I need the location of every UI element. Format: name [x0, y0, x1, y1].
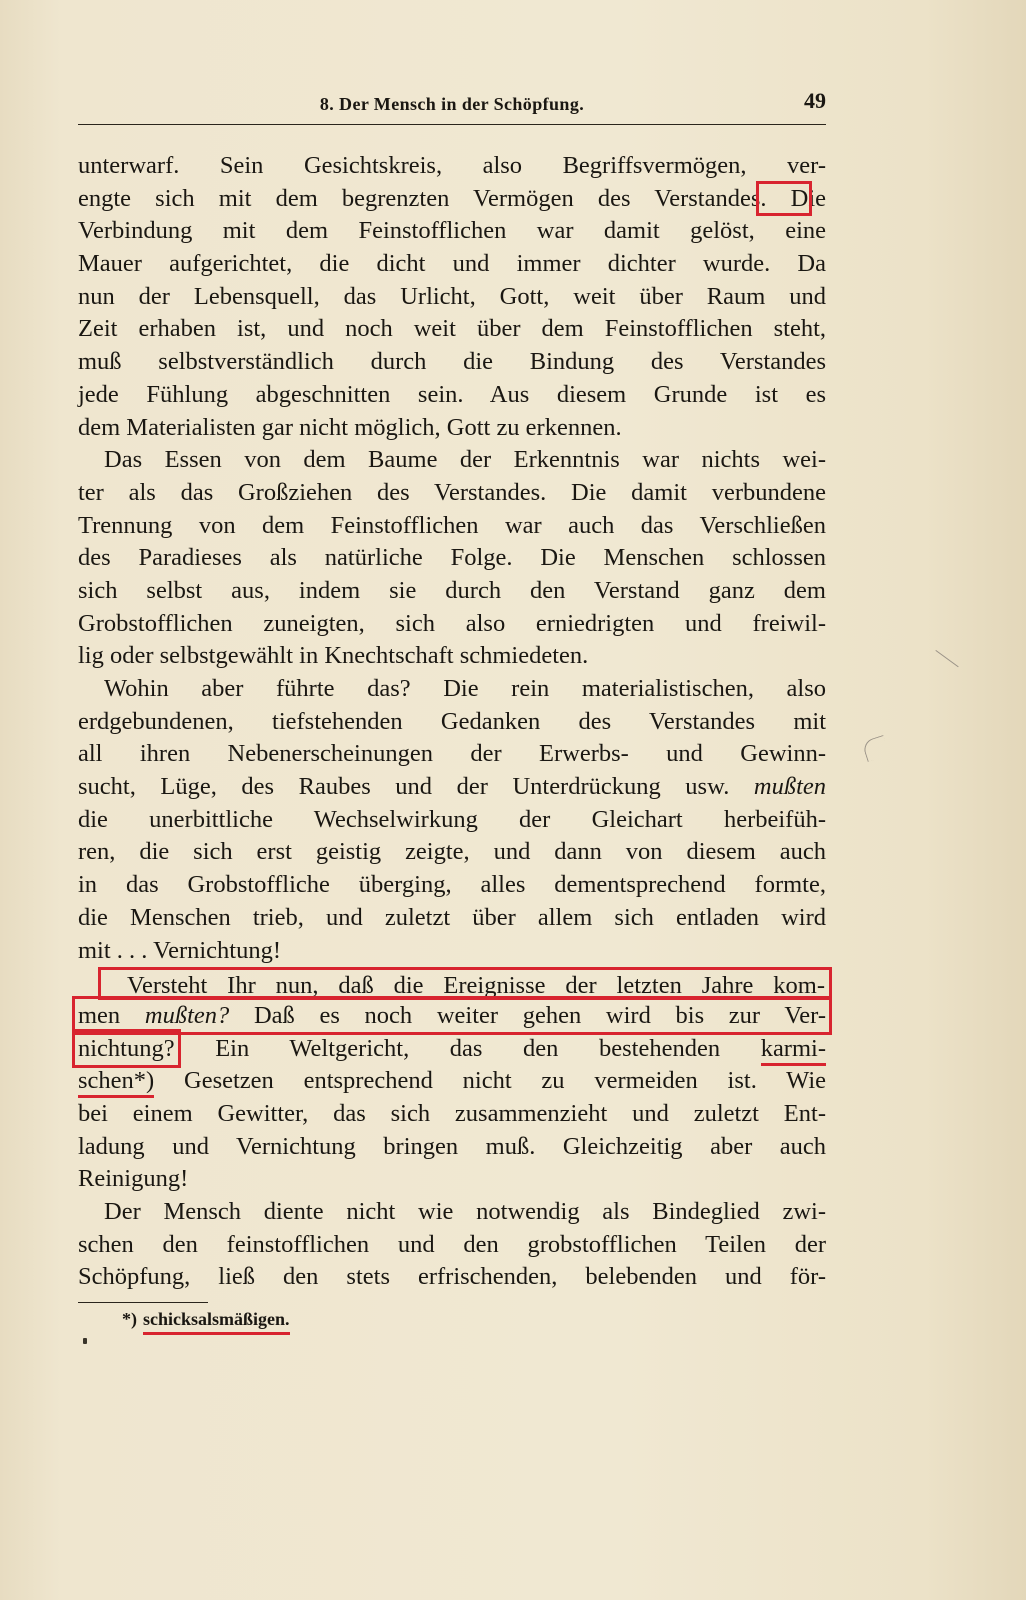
text-run: . D — [760, 184, 809, 212]
text-line — [78, 1065, 826, 1098]
margin-scribble — [861, 735, 889, 762]
footnote-rule — [78, 1302, 208, 1303]
text-run: Daß es noch weiter gehen wird bis zur Ver- — [253, 1001, 826, 1029]
footnote-text: schicksalsmäßigen. — [143, 1309, 290, 1335]
text-line: dem Materialisten gar nicht möglich, Gott zu erkennen. — [78, 413, 622, 441]
text-line: unterwarf. Sein Gesichtskreis, also Begriffsvermögen, ver- — [78, 152, 826, 179]
print-mark — [83, 1338, 87, 1344]
chapter-title: 8. Der Mensch in der Schöpfung. — [319, 94, 585, 114]
highlight-box-mark — [760, 185, 808, 212]
text-run: Ein Weltgericht, das den bestehenden — [215, 1034, 721, 1062]
running-head — [78, 84, 826, 125]
margin-scribble — [924, 650, 959, 683]
footnote-marker: *) — [122, 1309, 137, 1329]
text-line — [78, 1033, 826, 1066]
text-line: lig oder selbstgewählt in Knechtschaft schmiedeten. — [78, 642, 589, 670]
text-line: Schöpfung, ließ den stets erfrischenden, belebenden und för- — [78, 1263, 826, 1291]
underline-mark: karmi- — [761, 1035, 826, 1066]
text-run: ie — [808, 184, 826, 212]
text-run: nichtung? — [78, 1034, 175, 1062]
text-line: Wohin aber führte das? Die rein materialistischen, also — [104, 675, 826, 702]
text-line: mit . . . Vernichtung! — [78, 936, 282, 964]
text-line: in das Grobstoffliche überging, alles dementsprechend formte, — [78, 871, 826, 899]
text-line: ren, die sich erst geistig zeigte, und dann von diesem auch — [78, 838, 826, 866]
text-line: Verbindung mit dem Feinstofflichen war damit gelöst, eine — [78, 217, 826, 245]
highlight-box-mark — [78, 1035, 175, 1062]
body-text — [78, 150, 826, 1294]
text-line: schen den feinstofflichen und den grobstofflichen Teilen der — [78, 1230, 826, 1258]
text-line — [78, 771, 826, 804]
text-line — [78, 1000, 826, 1033]
text-run: sucht, Lüge, des Raubes und der Unterdrückung usw. — [78, 773, 730, 801]
text-line: die Menschen trieb, und zuletzt über allem sich entladen wird — [78, 903, 826, 931]
emphasis-text: mußten — [753, 773, 827, 801]
text-line: bei einem Gewitter, das sich zusammenzieht und zuletzt Ent- — [78, 1099, 826, 1127]
text-line: des Paradieses als natürliche Folge. Die Menschen schlossen — [78, 544, 826, 572]
text-line: all ihren Nebenerscheinungen der Erwerbs- und Gewinn- — [78, 740, 826, 768]
text-line: sich selbst aus, indem sie durch den Verstand ganz dem — [78, 576, 826, 604]
text-line: ter als das Großziehen des Verstandes. Die damit verbundene — [78, 478, 826, 506]
text-line: muß selbstverständlich durch die Bindung des Verstandes — [78, 348, 826, 376]
text-run: engte sich mit dem begrenzten Vermögen des Verstandes — [78, 184, 761, 212]
text-line: die unerbittliche Wechselwirkung der Gleichart herbeifüh- — [78, 805, 826, 833]
text-run: Gesetzen entsprechend nicht zu vermeiden ist. Wie — [184, 1067, 827, 1095]
text-line: Der Mensch diente nicht wie notwendig als Bindeglied zwi- — [104, 1198, 826, 1225]
underline-mark: schen*) — [78, 1067, 154, 1098]
text-line: nun der Lebensquell, das Urlicht, Gott, weit über Raum und — [78, 282, 826, 310]
emphasis-text: mußten? — [144, 1001, 230, 1029]
text-line: erdgebundenen, tiefstehenden Gedanken des Verstandes mit — [78, 707, 826, 735]
page-number: 49 — [804, 88, 826, 113]
highlighted-line: Versteht Ihr nun, daß die Ereignisse der letzten Jahre kom- — [98, 967, 832, 1000]
highlight-box-mark — [78, 1002, 826, 1029]
text-run: men — [78, 1001, 121, 1029]
text-line: Das Essen von dem Baume der Erkenntnis war nichts wei- — [104, 446, 826, 474]
text-line: Zeit erhaben ist, und noch weit über dem Feinstofflichen steht, — [78, 315, 826, 343]
text-line: Trennung von dem Feinstofflichen war auch das Verschließen — [78, 511, 826, 539]
footnote — [122, 1306, 290, 1332]
text-line — [78, 183, 826, 216]
text-line: Mauer aufgerichtet, die dicht und immer dichter wurde. Da — [78, 250, 826, 278]
text-line: ladung und Vernichtung bringen muß. Gleichzeitig aber auch — [78, 1132, 826, 1160]
text-line: Grobstofflichen zuneigten, sich also erniedrigten und freiwil- — [78, 609, 826, 637]
text-line: Reinigung! — [78, 1165, 189, 1193]
text-line: jede Fühlung abgeschnitten sein. Aus diesem Grunde ist es — [78, 380, 826, 408]
